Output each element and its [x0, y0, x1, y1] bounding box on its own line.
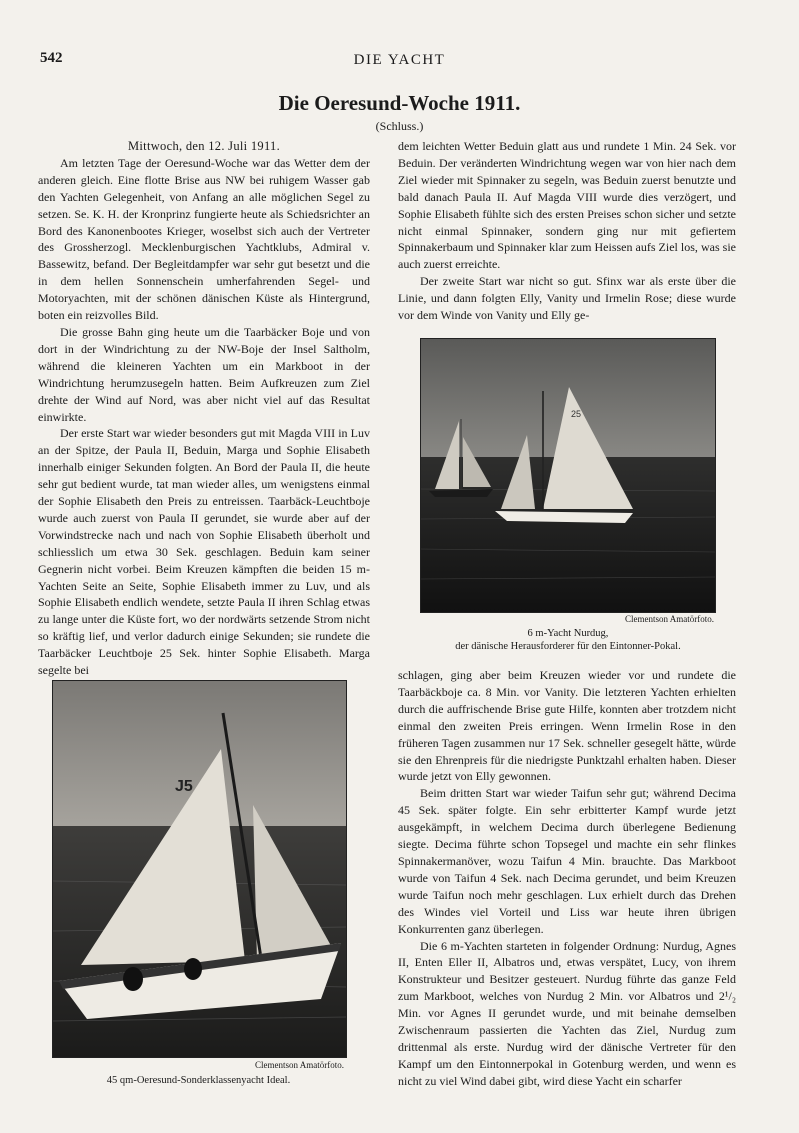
paragraph: Beim dritten Start war wieder Taifun sehr gut; während Decima 45 Sek. später folgte. Ein sehr erbitterter Kampf wurde jetzt ausgekämpft, in welchem Decima durch überlegene Bedienung siegte. Decima führte schon Topsegel und machte ein sehr flinkes Spinnakermanöver, wozu Taifun 4 Min. brauchte. Das Markboot wurde von Taifun 4 Sek. nach Decima gerundet, und beim Kreuzen wurde Taifun noch mehr geschlagen. Lux erhielt durch das Drehen des Windes viel Vorteil und Liss war heute ihren übrigen Konkurrenten ganz überlegen. [398, 786, 736, 936]
paragraph: Die 6 m-Yachten starteten in folgender Ordnung: Nurdug, Agnes II, Enten Eller II, Albatros und, etwas verspätet, Lucy, von ihrem Konstrukteur und Besitzer gesteuert. Nurdug führte das ganze Feld zum Markboot, welches von Nurdug 2 Min. vor Albatros und 2¹/₂ Min. vor Agnes II gerundet wurde, und mit beinahe demselben Zwischenraum passierten die Yachten das Ziel, Nurdug zum drittenmal als erste. Nurdug wird der dänische Vertreter für den Kampf um den Eintonnerpokal in Gotenburg werden, und wenn es nicht zu viel Wind dabei gibt, wird diese Yacht ein scharfer [398, 938, 736, 1088]
paragraph: dem leichten Wetter Beduin glatt aus und rundete 1 Min. 24 Sek. vor Beduin. Der veränderten Windrichtung wegen war von hier nach dem Ziel wieder mit Spinnaker zu segeln, was Beduin zuerst benutzte und bald danach Paula II. Auf Magda VIII wurde dies verzögert, und Sophie Elisabeth fühlte sich des ersten Preises schon sicher und setzte nicht einmal Spinnaker, sondern ging nur mit gefiertem Spinnakerbaum und Spinnaker klar zum Heissen aufs Ziel los, was sie auch zuerst erreichte. [398, 139, 736, 272]
caption-line: der dänische Herausforderer für den Eintonner-Pokal. [455, 641, 681, 652]
sail-number: 25 [571, 409, 582, 419]
dateline: Mittwoch, den 12. Juli 1911. [127, 139, 281, 153]
credit-ideal: Clementson Amatörfoto. [255, 1060, 344, 1070]
caption-line: 6 m-Yacht Nurdug, [527, 628, 609, 639]
running-head: DIE YACHT [353, 52, 446, 68]
sail-number: J5 [175, 778, 193, 795]
paragraph: Am letzten Tage der Oeresund-Woche war das Wetter dem der anderen gleich. Eine flotte Brise aus NW bei ruhigem Wasser gab den Yachten Gelegenheit, von Anfang an alle möglichen Segel zu setzen. Se. K. H. der Kronprinz fungierte heute als Schiedsrichter an Bord des Kanonenbootes Krieger, woselbst sich auch der Vertreter des Grossherzogl. Mecklenburgischen Yachtklubs, Admiral v. Bassewitz, befand. Der Begleitdampfer war sehr gut besetzt und die in dem hellen Sonnenschein umherfahrenden Segel- und Motoryachten, mit der schönen dänischen Küste als Hintergrund, boten ein reizvolles Bild. [38, 155, 370, 323]
sailboats-illustration [421, 339, 715, 612]
credit-nurdug: Clementson Amatörfoto. [625, 614, 714, 624]
right-column-bottom [398, 667, 736, 1090]
paragraph: Die grosse Bahn ging heute um die Taarbäcker Boje und von dort in der Windrichtung zu der NW-Boje der Insel Saltholm, während die kleineren Yachten um ein Markboot in der Windrichtung herumzusegeln hatten. Beim Aufkreuzen zum Ziel drehte der Wind auf Nord, was aber nicht viel auf das Resultat einwirkte. [38, 324, 370, 424]
photo-ideal [52, 680, 347, 1058]
sailing-yacht-illustration [53, 681, 346, 1057]
caption-ideal: 45 qm-Oeresund-Sonderklassenyacht Ideal. [106, 1075, 291, 1086]
article-title: Die Oeresund-Woche 1911. [278, 91, 521, 115]
photo-nurdug [420, 338, 716, 613]
left-column [38, 138, 370, 679]
caption-nurdug [400, 627, 736, 653]
right-column-top [398, 138, 736, 324]
paragraph: Der zweite Start war nicht so gut. Sfinx war als erste über die Linie, und dann folgten Elly, Vanity und Irmelin Rose; diese wurde vor dem Winde von Vanity und Elly ge- [398, 274, 736, 323]
paragraph: schlagen, ging aber beim Kreuzen wieder vor und rundete die Taarbäckboje ca. 8 Min. vor Vanity. Die letzteren Yachten erhielten durch die auffrischende Brise gute Hilfe, konnten aber trotzdem nicht einmal den zweiten Preis erringen. Wenn Irmelin Rose in den früheren Tagen zusammen nur 17 Sek. schneller gesegelt hätte, würde sie den Ehrenpreis für die niedrigste Punktzahl erhalten haben. Dieser wurde jetzt von Elly gewonnen. [398, 668, 736, 784]
paragraph: Der erste Start war wieder besonders gut mit Magda VIII in Luv an der Spitze, der Paula II, Beduin, Marga und Sophie Elisabeth innerhalb einiger Sekunden folgten. An Bord der Paula II, die heute sehr gut bedient wurde, tat man wieder alles, um wenigstens einmal der Sophie Elisabeth den Preis zu entreissen. Taarbäck-Leuchtboje wurde auch zuerst von Paula II gerundet, sie wurde aber auf der Vorwindstrecke nach und nach von Sophie Elisabeth überholt und schliesslich um etwa 30 Sek. geschlagen. Beduin kam seiner Gegnerin nicht vorbei. Beim Kreuzen kämpften die beiden 15 m-Yachten Seite an Seite, Sophie Elisabeth immer zu Luv, und als Sophie Elisabeth endlich wendete, setzte Paula II ihren Schlag etwas zu lange unter die Küste fort, wo der nordwärts setzende Strom nicht so kräftig lief, und verlor dadurch einige Sekunden; sie rundete die Taarbäcker Leuchtboje 25 Sek. hinter Sophie Elisabeth. Marga segelte bei [38, 426, 370, 678]
article-subtitle: (Schluss.) [375, 119, 424, 133]
page-number: 542 [40, 50, 63, 66]
